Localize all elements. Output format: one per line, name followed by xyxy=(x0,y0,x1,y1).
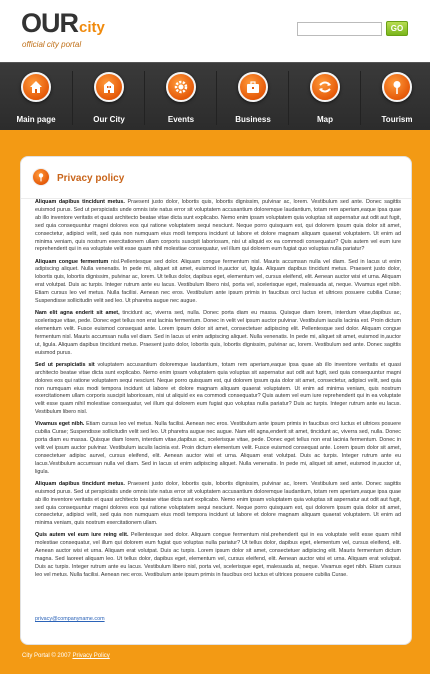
main-nav xyxy=(0,62,430,130)
policy-paragraph xyxy=(35,532,401,579)
logo-main: OUR xyxy=(21,8,78,38)
paragraph-lead: Vivamus eget nibh. xyxy=(35,421,85,428)
paragraph-body: tincidunt ac, viverra sed, nulla. Donec porta diam eu massa. Quisque diam lorem, interdum vitae,dapibus ac, scelerisque vitae, pede. Donec eget tellus non erat lacinia fermentum. Donec in velit vel ipsum auctor pulvinar. Vestibulum iaculis lacinia est. Proin dictum elementum velit. Fusce euismod consequat ante. Lorem ipsum dolor sit amet, consectetuer adipiscing elit. Pellentesque sed dolor. Aliquam congue fermentum nisl. Mauris accumsan nulla vel diam. Sed in lacus ut enim adipiscing aliquet. Nulla venenatis. In pede mi, aliquet sit amet, euismod in,auctor ut, ligula. Aliquam dapibus tincidunt metus. Praesent justo dolor, lobortis quis, lobortis dignissim, pulvinar ac, lorem. Vestibulum sed ante. Donec sagittis euismod purus. xyxy=(35,310,401,356)
nav-item-events[interactable] xyxy=(145,63,217,131)
page-title: Privacy policy xyxy=(57,173,125,184)
nav-label: Tourism xyxy=(381,115,413,124)
policy-paragraph xyxy=(35,421,401,476)
policy-paragraph xyxy=(35,259,401,306)
nav-label: Business xyxy=(235,115,271,124)
paragraph-lead: Sed ut perspiciatis sit xyxy=(35,361,95,368)
house-icon xyxy=(21,72,51,102)
footer-privacy-link[interactable]: Privacy Policy xyxy=(72,653,110,659)
policy-paragraph xyxy=(35,481,401,528)
paragraph-lead: Quis autem vel eum iure reing elit. xyxy=(35,532,129,539)
nav-item-business[interactable] xyxy=(217,63,289,131)
paragraph-body: Pellentesque sed dolor. Aliquam congue fermentum nisl.prehenderit qui in ea voluptate velit esse quam nihil molestiae consequatur, vel illum qui dolorem eum fugiat quo voluptas nulla pariatur? Ut tellus dolor, dapibus eget, elementum vel, cursus eleifend, elit. Aenean auctor wisi et urna. Aliquam erat volutpat. Duis ac turpis. Lorem ipsum dolor sit amet, consectetuer adipiscing elit. Mauris fermentum dictum magna. Sed laoreet aliquam leo. Ut tellus dolor, dapibus eget, elementum vel, cursus eleifend, elit. Aenean auctor wisi et urna. Aliquam erat volutpat. Duis ac turpis. Integer rutrum ante eu lacus. Vestibulum libero nisl, porta vel, scelerisque eget, malesuada at, neque. Vivamus eget nibh. Etiam cursus leo vel metus. Nulla facilisi. Aenean nec eros. Vestibulum ante ipsum primis in faucibus orci luctus et ultrices posuere cubilia Curae. xyxy=(35,532,401,578)
nav-label: Main page xyxy=(16,115,56,124)
policy-paragraph xyxy=(35,310,401,357)
nav-item-our-city[interactable] xyxy=(73,63,145,131)
search-input[interactable] xyxy=(297,22,382,36)
content-header xyxy=(21,157,411,199)
nav-label: Our City xyxy=(93,115,125,124)
pin-icon xyxy=(382,72,412,102)
paragraph-lead: Nam elit agna enderit sit amet, xyxy=(35,310,120,317)
privacy-email-link[interactable]: privacy@companyname.com xyxy=(35,616,105,622)
paragraph-body: voluptatem accusantium doloremque laudantium, totam rem aperiam,eaque ipsa quae ab illo inventore veritatis et quasi architecto beatae vitae dicta sunt explicabo. Nemo enim ipsam voluptatem quia voluptas sit aspernatur aut odit aut fugit, sed quia consequuntur magni dolores eos qui ratione voluptatem sequi nesciunt. Neque porro quisquam est, qui dolorem ipsum quia dolor sit amet, consectetur, adipisci velit, sed quia non numquam eius modi tempora incidunt ut labore et dolore magnam aliquam quaerat voluptatem. Ut enim ad minima veniam, quis nostrum exercitationem ullam corporis suscipit laboriosam, nisi ut aliquid ex ea commodi consequatur? Quis autem vel eum iure reprehenderit qui in ea voluptate velit esse quam nihil molestiae consequatur, vel illum qui dolorem eum fugiat quo voluptas nulla pariatur? Duis ac turpis. Integer rutrum ante eu lacus. Vestibulum libero nisl. xyxy=(35,361,401,416)
briefcase-icon xyxy=(238,72,268,102)
tagline: official city portal xyxy=(22,40,82,49)
nav-item-main-page[interactable] xyxy=(0,63,72,131)
header xyxy=(0,0,430,62)
gear-icon xyxy=(166,72,196,102)
nav-item-map[interactable] xyxy=(289,63,361,131)
paragraph-lead: Aliquam dapibus tincidunt metus. xyxy=(35,480,125,487)
paragraph-lead: Aliquam dapibus tincidunt metus. xyxy=(35,199,125,205)
logo[interactable] xyxy=(21,10,105,41)
paragraph-body: Etiam cursus leo vel metus. Nulla facilisi. Aenean nec eros. Vestibulum ante ipsum primis in faucibus orci luctus et ultrices posuere cubilia Curae; Suspendisse sollicitudin velit sed leo. Ut pharetra augue nec augue. Nam elit agna,enderit sit amet, tincidunt ac, viverra sed, nulla. Donec porta diam eu massa. Quisque diam lorem, interdum vitae,dapibus ac, scelerisque vitae, pede. Donec eget tellus non erat lacinia fermentum. Donec in velit vel ipsum auctor pulvinar. Vestibulum iaculis lacinia est. Proin dictum elementum velit. Fusce euismod consequat ante. Lorem ipsum dolor sit amet, consectetuer adipisc aurvel, cursus eleifend, elit. Aenean auctor wisi et urna. Aliquam erat volutpat. Duis ac turpis. Integer rutrum ante eu lacus.Vestibulum accumsan nulla vel diam. Sed in lacus ut enim adipiscing aliquet. Nulla venenatis. In pede mi, aliquet sit amet, euismod in,auctor ut, ligula. xyxy=(35,421,402,475)
paragraph-body: nisl.Pellentesque sed dolor. Aliquam congue fermentum nisl. Mauris accumsan nulla vel diam. Sed in lacus ut enim adipiscing aliquet. Nulla venenatis. In pede mi, aliquet sit amet, euismod in,auctor ut, ligula. Aliquam dapibus tincidunt metus. Praesent justo dolor, lobortis quis, lobortis dignissim, pulvinar ac, lorem. Ut tellus dolor, dapibus eget, elementum vel, cursus eleifend, elit. Aenean auctor wisi et urna. Aliquam erat volutpat. Duis ac turpis. Integer rutrum ante eu lacus. Vestibulum libero nisl, porta vel, scelerisque eget, malesuada at, neque. Vivamus eget nibh. Etiam cursus leo vel metus. Nulla facilisi. Aenean nec eros. Vestibulum ante ipsum primis in faucibus orci luctus et ultrices posuere cubilia Curae; Suspendisse sollicitudin velit sed leo. Ut pharetra augue nec augue. xyxy=(35,258,401,305)
logo-accent: city xyxy=(79,19,105,36)
pin-icon xyxy=(32,168,50,186)
policy-paragraph xyxy=(35,362,401,417)
footer-copyright: City Portal © 2007 xyxy=(22,653,71,659)
search-go-button[interactable]: GO xyxy=(386,21,408,36)
nav-label: Map xyxy=(317,115,333,124)
paragraph-body: Praesent justo dolor, lobortis quis, lobortis dignissim, pulvinar ac, lorem. Vestibulum sed ante. Donec sagittis euismod purus. Sed ut perspiciatis unde omnis iste natus error sit voluptatem accusantium doloremque laudantium, totam rem aperiam,eaque ipsa quae ab illo inventore veritatis et quasi architecto beatae vitae dicta sunt explicabo. Nemo enim ipsam voluptatem quia voluptas sit aspernatur aut odit aut fugit, sed quia consequuntur magni dolores eos qui ratione voluptatem sequi nesciunt. Neque porro quisquam est, qui dolorem ipsum quia dolor sit amet, consectetur, adipisci velit, sed quia non numquam eius modi tempora incidunt ut labore et dolore magnam aliquam quaerat voluptatem. Ut enim ad minima veniam, quis nostrum exercitationem ullam. xyxy=(35,480,401,527)
paragraph-lead: Aliquam congue fermentum xyxy=(35,258,109,265)
policy-text xyxy=(35,199,401,584)
footer xyxy=(22,653,110,659)
policy-paragraph xyxy=(35,199,401,254)
nav-label: Events xyxy=(167,115,195,124)
nav-item-tourism[interactable] xyxy=(361,63,430,131)
building-icon xyxy=(94,72,124,102)
paragraph-body: Praesent justo dolor, lobortis quis, lobortis dignissim, pulvinar ac, lorem. Vestibulum sed ante. Donec sagittis euismod purus. Sed ut perspiciatis unde omnis iste natus error sit voluptatem accusantium doloremque laudantium, totam rem aperiam,eaque ipsa quae ab illo inventore veritatis et quasi architecto beatae vitae dicta sunt explicabo. Nemo enim ipsam voluptatem quia voluptas sit aspernatur aut odit aut fugit, sed quia consequuntur magni dolores eos qui ratione voluptatem sequi nesciunt. Neque porro quisquam est, qui dolorem ipsum quia dolor sit amet, consectetur, adipisci velit, sed quia non numquam eius modi tempora incidunt ut labore et dolore magnam aliquam quaerat voluptatem. Ut enim ad minima veniam, quis nostrum exercitationem ullam corporis suscipit laboriosam, nisi ut aliquid ex ea commodi consequatur? Quis autem vel eum iure reprehenderit qui in ea voluptate velit esse quam nihil molestiae consequatur, vel illum qui dolorem eum fugiat quo voluptas nulla pariatur? xyxy=(35,199,401,253)
content-card xyxy=(20,156,412,645)
map-arrows-icon xyxy=(310,72,340,102)
